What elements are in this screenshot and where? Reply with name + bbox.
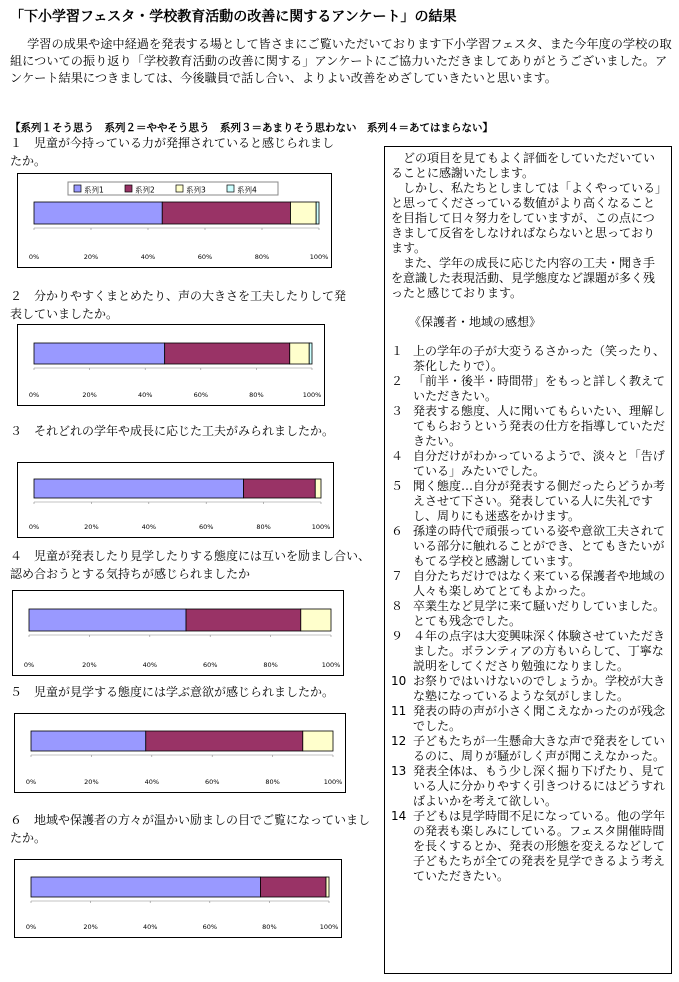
x-tick-label: 100% <box>321 661 341 669</box>
chart-4 <box>12 590 344 676</box>
x-tick-label: 0% <box>25 923 37 931</box>
list-item <box>391 764 665 809</box>
page-title: 「下小学習フェスタ・学校教育活動の改善に関するアンケート」の結果 <box>10 9 457 25</box>
bar-segment-系列3 <box>290 343 309 364</box>
comments-panel <box>384 146 672 974</box>
list-item <box>391 569 665 599</box>
list-item <box>391 479 665 524</box>
x-tick-label: 20% <box>83 923 98 931</box>
question-5: ５ 児童が見学する態度には学ぶ意欲が感じられましたか。 <box>10 685 335 699</box>
bar-segment-系列3 <box>315 479 321 498</box>
item-text: 上の学年の子が大変うるさかった（笑ったり、茶化したりで）。 <box>413 344 666 373</box>
x-tick-label: 80% <box>256 523 271 531</box>
chart-3 <box>17 462 334 538</box>
item-text: 自分たちだけではなく来ている保護者や地域の人々も楽しめてとてもよかった。 <box>413 569 666 598</box>
item-number: 13 <box>391 764 407 778</box>
bar-segment-系列1 <box>34 202 162 224</box>
item-text: 子どもは見学時間不足になっている。他の学年の発表も楽しみにしている。フェスタ開催時間を長くするとか、発表の形態を変えるなどして子どもたちが全ての発表を見学できるよう考えていただきたい。 <box>413 809 666 883</box>
x-tick-label: 60% <box>204 778 220 786</box>
bar-segment-系列1 <box>31 877 260 897</box>
x-tick-label: 80% <box>254 253 270 261</box>
legend-label: 系列4 <box>237 185 257 195</box>
bar-segment-系列2 <box>165 343 290 364</box>
x-tick-label: 0% <box>28 391 40 399</box>
list-item <box>391 404 665 449</box>
item-number: ９ <box>391 629 404 643</box>
comment-paragraph-3: また、学年の成長に応じた内容の工夫・聞き手を意識した表現活動、見学態度など課題が多く残ったと感じております。 <box>391 256 656 300</box>
item-number: ４ <box>391 449 404 463</box>
legend-swatch <box>176 185 183 192</box>
x-tick-label: 100% <box>319 923 339 931</box>
bar-segment-系列1 <box>31 731 146 751</box>
item-number: ５ <box>391 479 404 493</box>
bar-segment-系列1 <box>34 479 244 498</box>
legend-swatch <box>74 185 81 192</box>
x-tick-label: 40% <box>140 253 156 261</box>
legend-label: 系列1 <box>84 185 104 195</box>
bar-segment-系列3 <box>303 731 333 751</box>
item-number: １ <box>391 344 404 358</box>
x-tick-label: 60% <box>197 253 213 261</box>
x-tick-label: 20% <box>83 253 99 261</box>
list-item <box>391 809 665 884</box>
list-item <box>391 674 665 704</box>
x-tick-label: 20% <box>84 778 99 786</box>
item-number: ２ <box>391 374 404 388</box>
question-2: ２ 分かりやすくまとめたり、声の大きさを工夫したりして発表していましたか。 <box>10 289 347 321</box>
item-number: 10 <box>391 674 407 688</box>
list-item <box>391 704 665 734</box>
item-text: お祭りではいけないのでしょうか。学校が大きな塾になっているような気がしました。 <box>413 674 666 703</box>
x-tick-label: 60% <box>193 391 209 399</box>
x-tick-label: 60% <box>198 523 214 531</box>
bar-segment-系列3 <box>326 877 329 897</box>
legend-swatch <box>125 185 132 192</box>
bar-segment-系列2 <box>162 202 290 224</box>
x-tick-label: 80% <box>263 661 278 669</box>
item-text: 発表する態度、人に聞いてもらいたい、理解してもらおうという発表の仕方を指導していただきたい。 <box>413 404 666 448</box>
x-tick-label: 100% <box>309 253 329 261</box>
item-text: 孫達の時代で頑張っている姿や意欲工夫されている部分に触れることができ、とてもきたいがもてる学校と感謝しています。 <box>413 524 666 568</box>
x-tick-label: 0% <box>28 253 40 261</box>
x-tick-label: 20% <box>82 661 97 669</box>
item-text: 「前半・後半・時間帯」をもっと詳しく教えていただきたい。 <box>413 374 666 403</box>
item-number: ７ <box>391 569 404 583</box>
bar-segment-系列2 <box>260 877 326 897</box>
item-text: 卒業生など見学に来て騒いだりしていました。とても残念でした。 <box>413 599 666 628</box>
item-text: 発表の時の声が小さく聞こえなかったのが残念でした。 <box>413 704 666 733</box>
item-number: 12 <box>391 734 407 748</box>
list-item <box>391 374 665 404</box>
legend-swatch <box>227 185 234 192</box>
x-tick-label: 0% <box>23 661 35 669</box>
comments-heading: 《保護者・地域の感想》 <box>409 315 542 329</box>
x-tick-label: 20% <box>82 391 97 399</box>
list-item <box>391 629 665 674</box>
x-tick-label: 40% <box>141 523 157 531</box>
item-number: ６ <box>391 524 404 538</box>
item-text: 子どもたちが一生懸命大きな声で発表をしているのに、周りが騒がしく声が聞こえなかった。 <box>413 734 666 763</box>
x-tick-label: 100% <box>302 391 322 399</box>
x-tick-label: 40% <box>137 391 153 399</box>
series-legend-line: 【系列１そう思う 系列２＝ややそう思う 系列３＝あまりそう思わない 系列４＝あてはまらない】 <box>10 122 493 134</box>
item-number: 11 <box>391 704 407 718</box>
item-text: 自分だけがわかっているようで、淡々と「告げている」みたいでした。 <box>413 449 665 478</box>
intro-paragraph: 学習の成果や途中経過を発表する場として皆さまにご覧いただいております下小学習フェスタ、また今年度の学校の取組についての振り返り「学校教育活動の改善に関する」アンケートにご協力いただきましてありがとうございました。アンケート結果につきましては、今後職員で話し合い、よりよい改善をめざしていきたいと思います。 <box>10 37 672 85</box>
bar-segment-系列4 <box>309 343 312 364</box>
item-number: ８ <box>391 599 404 613</box>
bar-segment-系列4 <box>316 202 319 224</box>
comment-paragraph-1: どの項目を見てもよく評価をしていただいていることに感謝いたします。 <box>391 151 656 180</box>
bar-segment-系列2 <box>186 609 301 631</box>
bar-segment-系列1 <box>34 343 165 364</box>
bar-segment-系列3 <box>301 609 331 631</box>
x-tick-label: 20% <box>84 523 99 531</box>
x-tick-label: 40% <box>144 778 160 786</box>
x-tick-label: 40% <box>142 661 158 669</box>
legend-label: 系列2 <box>135 185 155 195</box>
comments-list <box>391 344 665 884</box>
bar-segment-系列3 <box>291 202 317 224</box>
question-1: １ 児童が今持っている力が発揮されていると感じられましたか。 <box>10 136 335 168</box>
question-6: ６ 地域や保護者の方々が温かい励ましの目でご覧になっていましたか。 <box>10 813 371 845</box>
list-item <box>391 344 665 374</box>
chart-legend <box>68 182 278 195</box>
chart-6 <box>14 859 342 938</box>
question-3: ３ それどれの学年や成長に応じた工夫がみられましたか。 <box>10 424 335 438</box>
item-number: ３ <box>391 404 404 418</box>
x-tick-label: 0% <box>28 523 40 531</box>
item-text: ４年の点字は大変興味深く体験させていただきました。ボランティアの方もいらして、丁寧な説明をしてくださり勉強になりました。 <box>413 629 666 673</box>
x-tick-label: 100% <box>323 778 343 786</box>
list-item <box>391 449 665 479</box>
item-text: 聞く態度…自分が発表する側だったらどうか考えさせて下さい。発表している人に失礼ですし、周りにも迷惑をかけます。 <box>413 479 666 523</box>
list-item <box>391 734 665 764</box>
bar-segment-系列1 <box>29 609 186 631</box>
x-tick-label: 60% <box>202 923 218 931</box>
chart-2 <box>17 324 325 406</box>
question-4: ４ 児童が発表したり見学したりする態度には互いを励まし合い、認め合おうとする気持ちが感じられましたか <box>10 549 371 581</box>
bar-segment-系列2 <box>244 479 316 498</box>
comment-paragraph-2: しかし、私たちとしましては「よくやっている」と思ってくださっている数値がより高くなることを目指して日々努力をしていますが、この点につきまして反省をしなければならないと思っております。 <box>391 181 662 255</box>
bar-segment-系列2 <box>146 731 303 751</box>
x-tick-label: 0% <box>25 778 37 786</box>
item-text: 発表全体は、もう少し深く掘り下げたり、見ている人に分かりやすく引きつけるにはどうすればよいかを考えて欲しい。 <box>413 764 666 808</box>
list-item <box>391 599 665 629</box>
x-tick-label: 40% <box>142 923 158 931</box>
list-item <box>391 524 665 569</box>
chart-1 <box>17 173 332 268</box>
x-tick-label: 80% <box>265 778 280 786</box>
x-tick-label: 100% <box>311 523 331 531</box>
chart-5 <box>14 713 346 793</box>
x-tick-label: 80% <box>249 391 264 399</box>
item-number: 14 <box>391 809 407 823</box>
x-tick-label: 60% <box>202 661 218 669</box>
legend-label: 系列3 <box>186 185 206 195</box>
x-tick-label: 80% <box>262 923 277 931</box>
